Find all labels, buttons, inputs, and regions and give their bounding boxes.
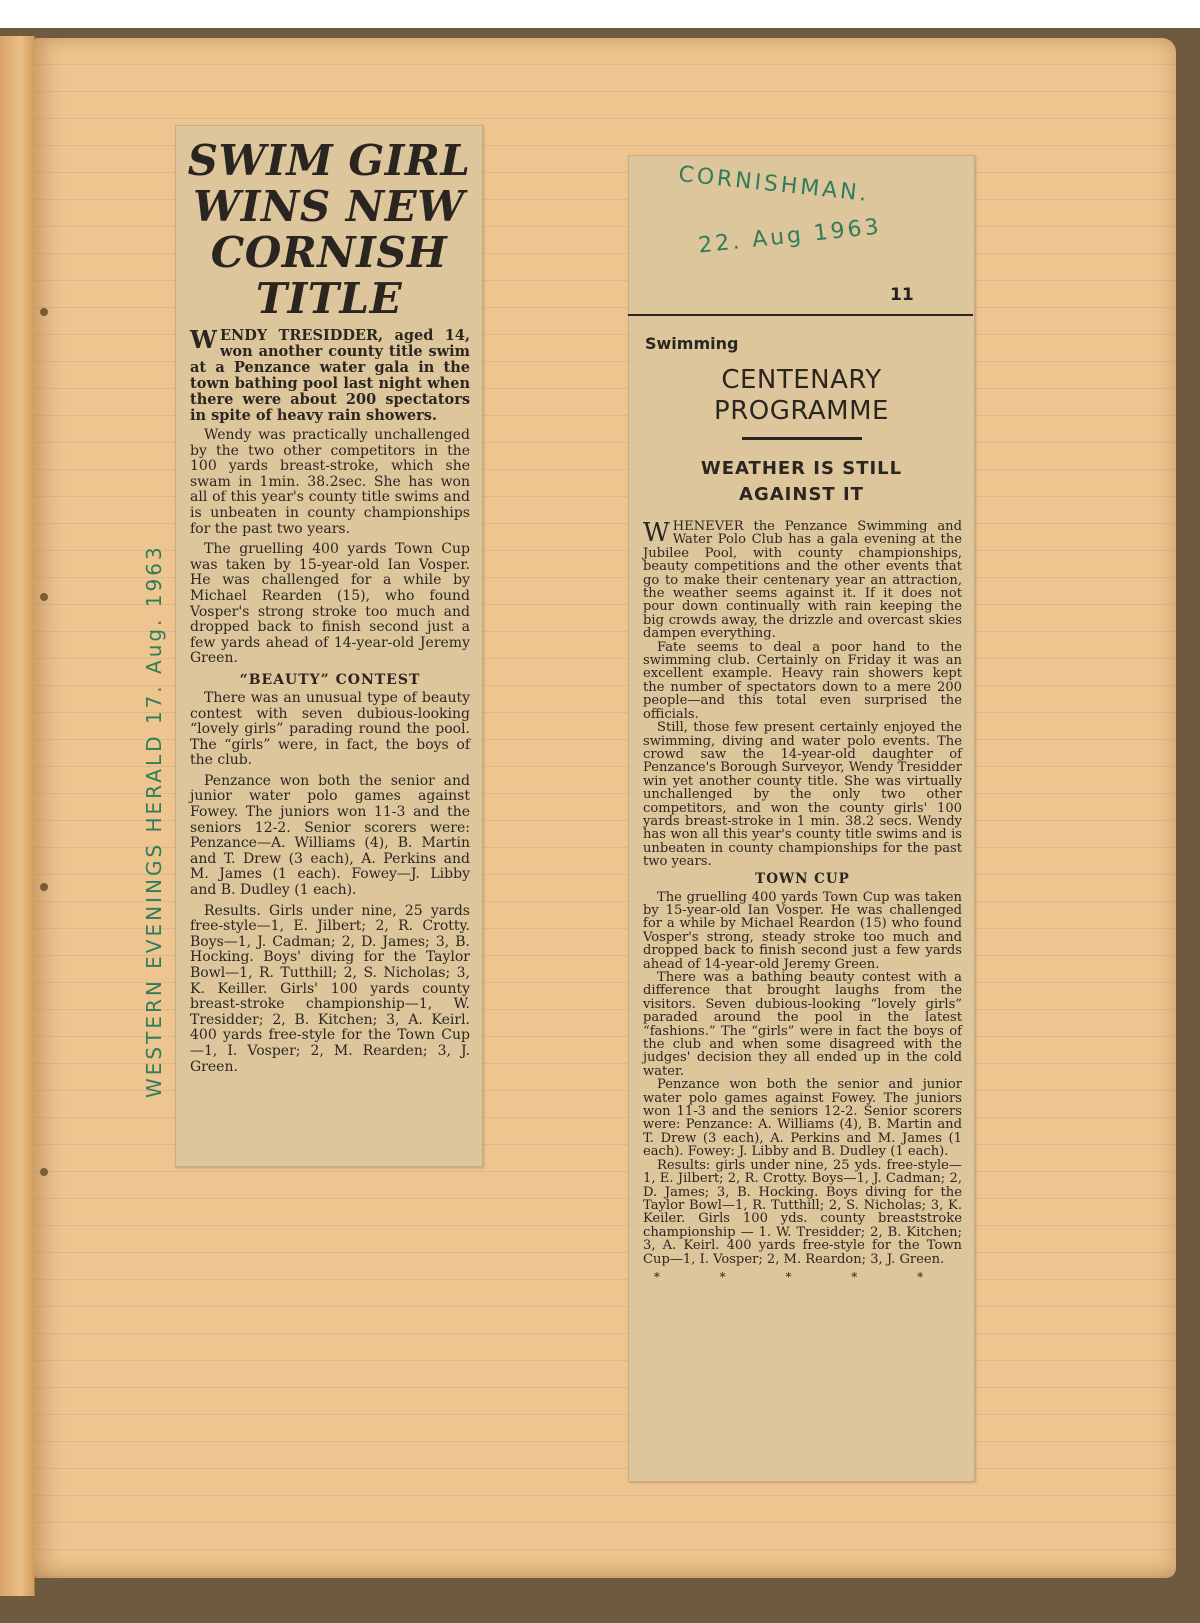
binding-hole — [40, 883, 48, 891]
left-page-edge — [0, 36, 35, 1596]
end-marks: * * * * * — [653, 1269, 952, 1284]
subheading-beauty-contest: “BEAUTY” CONTEST — [239, 671, 421, 688]
clipping-cornishman — [628, 155, 975, 1482]
drop-cap: W — [643, 518, 670, 548]
binding-hole — [40, 1168, 48, 1176]
results-paragraph: Results: girls under nine, 25 yds. free-style—1, E. Jilbert; 2, R. Crotty. Boys—1, J. Cadman; 2, D. James; 3, B. Hocking. Boys diving for the Taylor Bowl—1, R. Tutthill; 2, S. Nicholas; 3, K. Keiler. Girls 100 yds. county breaststroke championship — 1. W. Tresidder; 2, B. Kitchen; 3, A. Keirl. 400 yards free-style for the Town Cup—1, I. Vosper; 2, M. Reardon; 3, J. Green. — [643, 1157, 962, 1267]
binding-holes — [40, 38, 60, 1578]
headline-line: PROGRAMME — [714, 396, 889, 426]
paragraph: Wendy was practically unchallenged by the two other competitors in the 100 yards breast-stroke, which she swam in 1min. 38.2sec. She has won all of this year's county title swims and is unbeaten in county championships for the past two years. — [190, 427, 470, 537]
headline-line: WINS NEW — [193, 182, 465, 231]
headline — [629, 365, 974, 427]
article-body — [643, 520, 962, 1284]
article-body — [190, 428, 470, 1075]
handwritten-source-note-cornishman: CORNISHMAN. — [677, 162, 871, 207]
paragraph: There was a bathing beauty contest with a difference that brought laughs from the visitors. Seven dubious-looking “lovely girls” paraded around the pool in the latest “fashions.” The “girls” were in fact the boys of the club and when some disagreed with the judges' decision they all ended up in the cold water. — [643, 970, 962, 1079]
handwritten-source-note-herald: WESTERN EVENINGS HERALD 17. Aug. 1963 — [142, 544, 166, 1098]
paragraph: Fate seems to deal a poor hand to the swimming club. Certainly on Friday it was an excellent example. Heavy rain showers kept the number of spectators down to a mere 200 people—and this total even surprised the officials. — [643, 639, 962, 722]
clipping-western-evening-herald — [175, 125, 483, 1167]
headline — [176, 138, 482, 322]
binding-hole — [40, 593, 48, 601]
divider — [742, 437, 862, 440]
subheadline-line: AGAINST IT — [739, 484, 864, 505]
paragraph-text: HENEVER the Penzance Swimming and Water Polo Club has a gala evening at the Jubilee Pool, with county championships, beauty competitions and the other events that go to make their centenary year an attraction, the weather seems against it. If it does not pour down continually with rain keeping the big crowds away, the drizzle and overcast skies dampen everything. — [643, 519, 962, 642]
subheadline-line: WEATHER IS STILL — [700, 458, 903, 479]
binding-hole — [40, 308, 48, 316]
paragraph: Penzance won both the senior and junior water polo games against Fowey. The juniors won 11-3 and the seniors 12-2. Senior scorers were: Penzance: A. Williams (4), B. Martin and T. Drew (3 each), A. Perkins and M. James (1 each). Fowey: J. Libby and B. Dudley (1 each). — [643, 1077, 962, 1160]
newspaper-header-rule — [628, 314, 973, 316]
subheadline — [629, 456, 974, 508]
paragraph: The gruelling 400 yards Town Cup was taken by 15-year-old Ian Vosper. He was challenged for a while by Michael Reardon (15) who found Vosper's strong, steady stroke too much and dropped back to finish second just a few yards ahead of 14-year-old Jeremy Green. — [643, 889, 962, 972]
drop-cap: W — [190, 325, 217, 354]
results-paragraph: Results. Girls under nine, 25 yards free-style—1, E. Jilbert; 2, R. Crotty. Boys—1, J. Cadman; 2, D. James; 3, B. Hocking. Boys' diving for the Taylor Bowl—1, R. Tutthill; 2, S. Nicholas; 3, K. Keiller. Girls' 100 yards county breast-stroke championship—1, W. Tresidder; 2, B. Kitchen; 3, A. Keirl. 400 yards free-style for the Town Cup—1, I. Vosper; 2, M. Rearden; 3, J. Green. — [190, 902, 470, 1075]
paragraph: Still, those few present certainly enjoyed the swimming, diving and water polo events. The crowd saw the 14-year-old daughter of Penzance's Borough Surveyor, Wendy Tresidder win yet another county title. She was virtually unchallenged by the only two other competitors, and won the county girls' 100 yards breast-stroke in 1 min. 38.2 secs. Wendy has won all this year's county title swims and is unbeaten in county championships for the past two years. — [643, 720, 962, 870]
paragraph: The gruelling 400 yards Town Cup was taken by 15-year-old Ian Vosper. He was challenged for a while by Michael Rearden (15), who found Vosper's strong stroke too much and dropped back to finish second just a few yards ahead of 14-year-old Jeremy Green. — [190, 541, 470, 667]
newspaper-page-number: 11 — [890, 285, 914, 305]
paragraph: Penzance won both the senior and junior water polo games against Fowey. The juniors won 11-3 and the seniors 12-2. Senior scorers were: Penzance—A. Williams (4), B. Martin and T. Drew (3 each), A. Perkins and M. James (1 each). Fowey—J. Libby and B. Dudley (1 each). — [190, 772, 470, 899]
lead-text: ENDY TRESIDDER, aged 14, won another county title swim at a Penzance water gala in the town bathing pool last night when there were about 200 spectators in spite of heavy rain showers. — [190, 327, 470, 424]
paragraph — [643, 520, 962, 641]
subheading-town-cup: TOWN CUP — [755, 870, 850, 887]
section-label: Swimming — [645, 334, 739, 353]
headline-line: CENTENARY — [721, 365, 882, 395]
headline-line: SWIM GIRL — [187, 136, 471, 185]
headline-line: CORNISH — [210, 228, 448, 277]
lead-paragraph — [190, 325, 470, 424]
headline-line: TITLE — [255, 274, 403, 323]
paragraph: There was an unusual type of beauty contest with seven dubious-looking “lovely girls” parading round the pool. The “girls” were, in fact, the boys of the club. — [190, 689, 470, 769]
handwritten-date-note: 22. Aug 1963 — [697, 214, 883, 259]
